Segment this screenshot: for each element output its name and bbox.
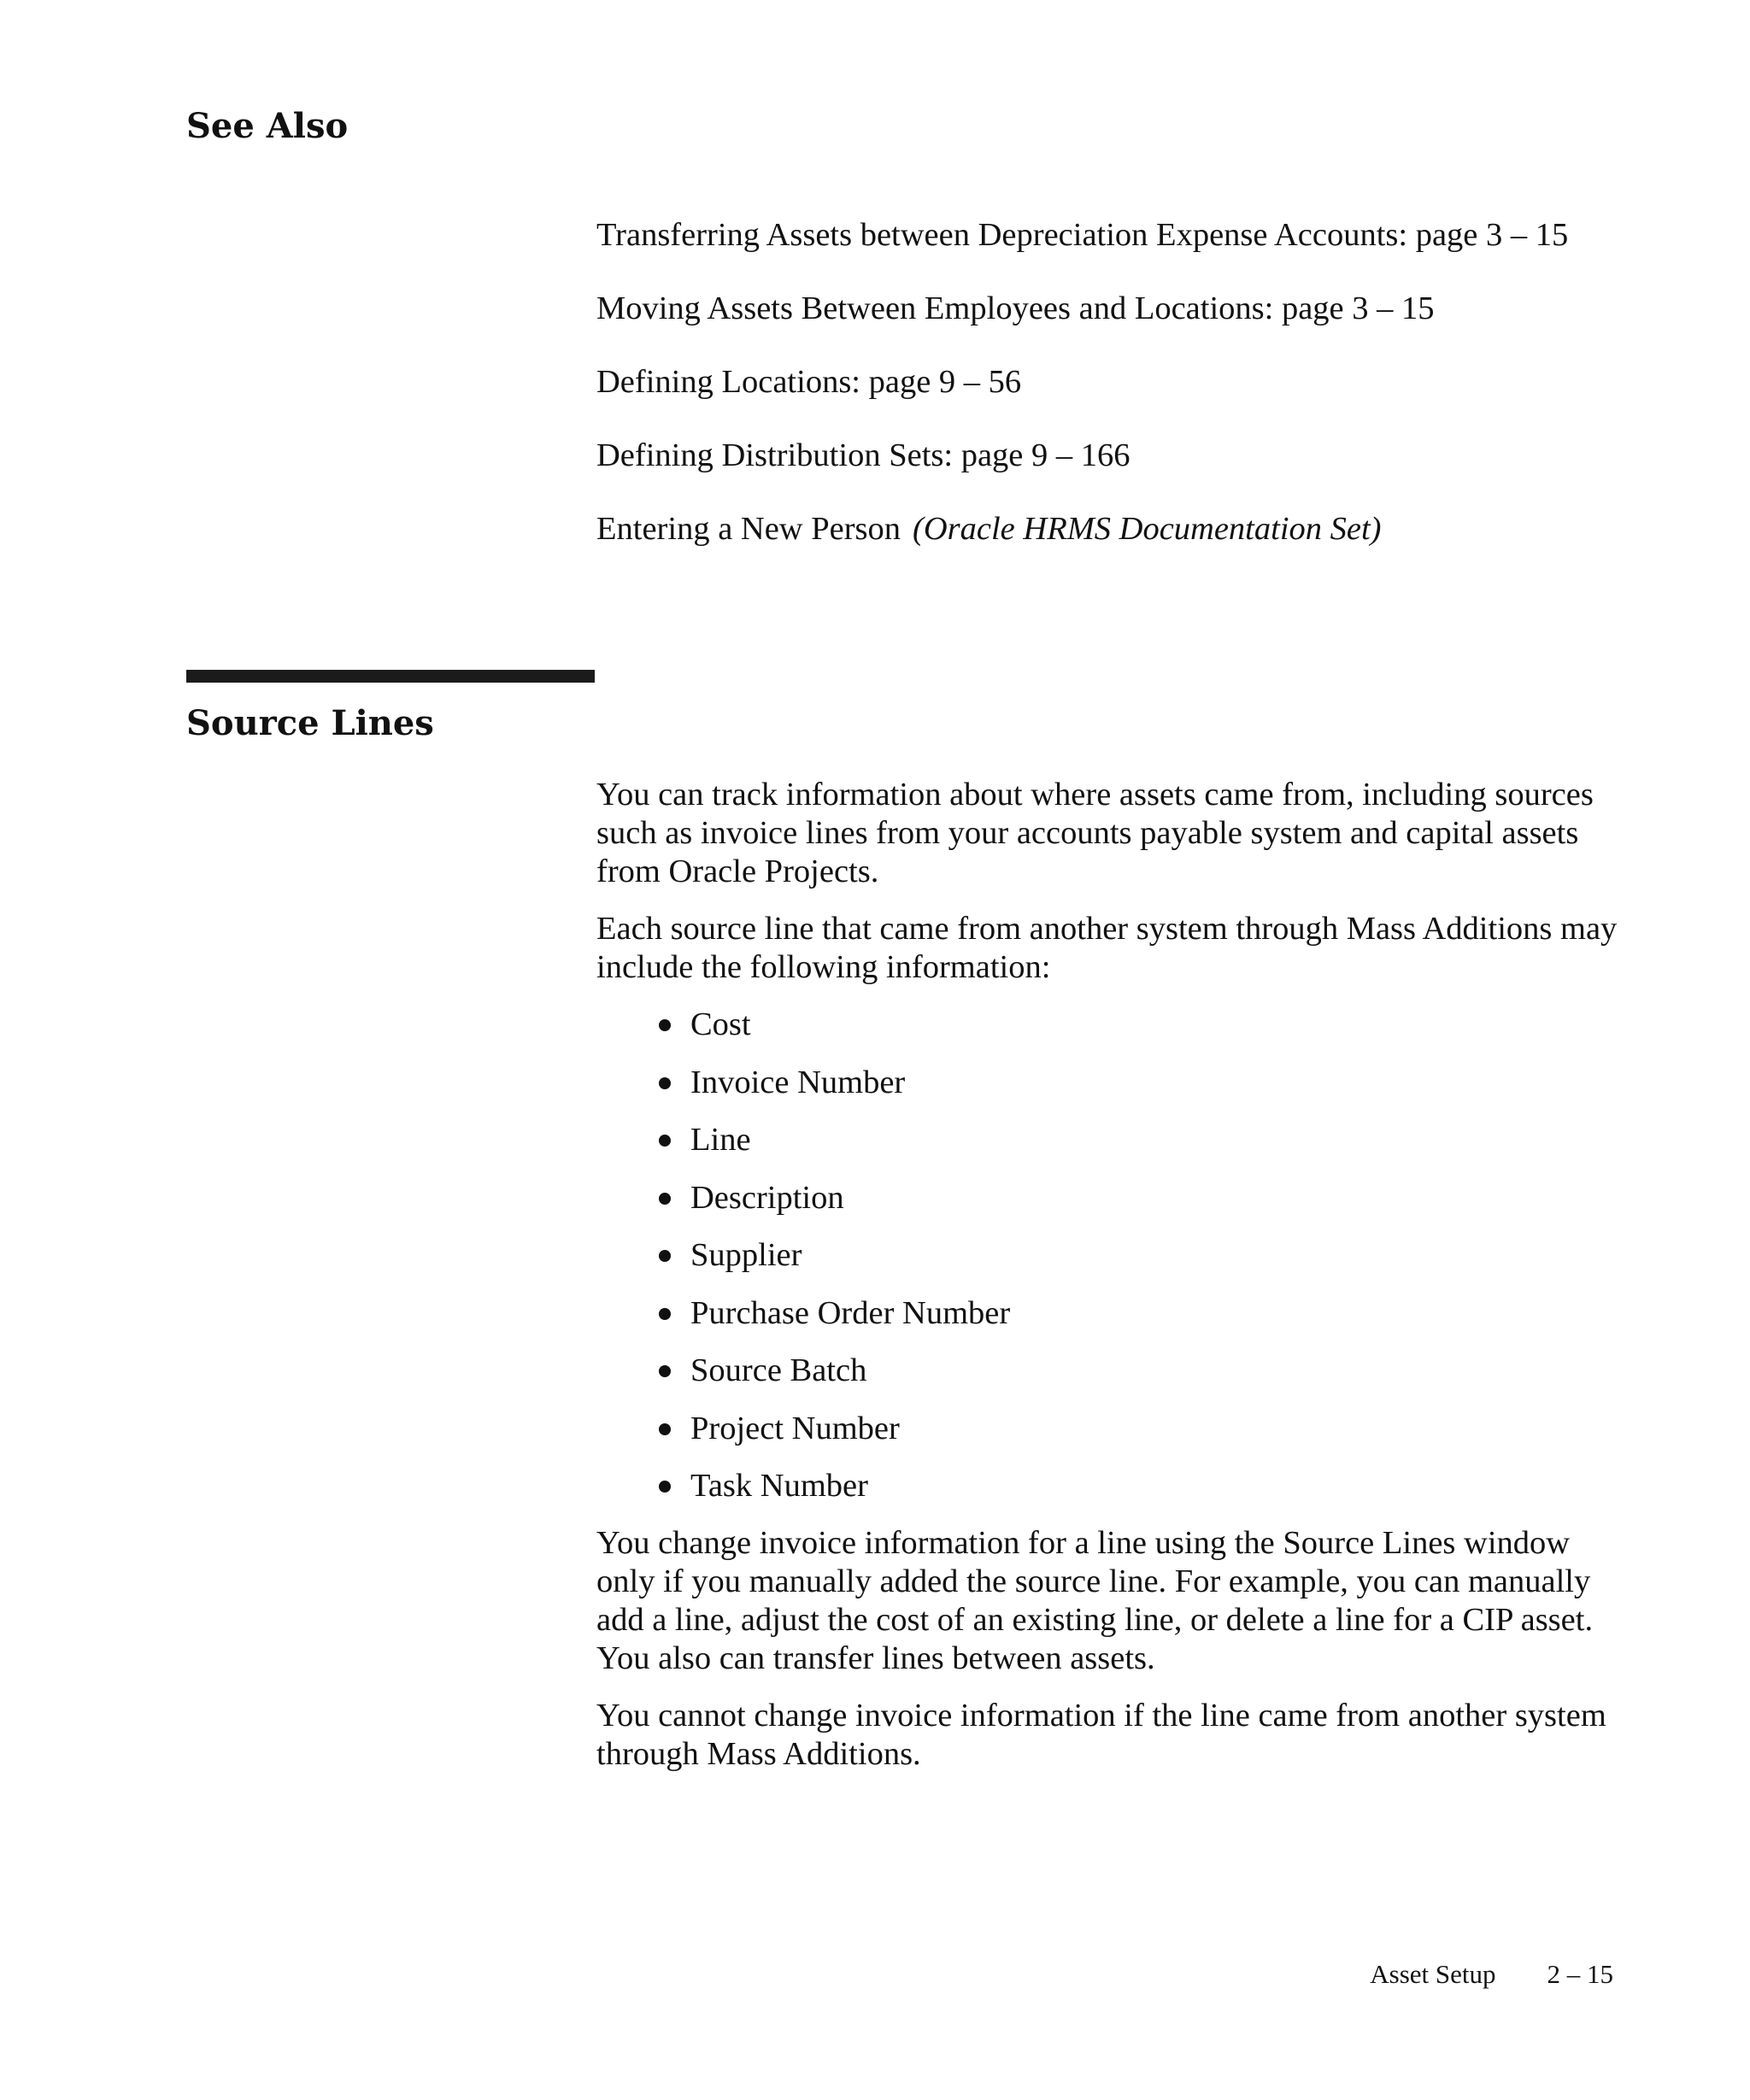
see-also-link[interactable] (596, 437, 1622, 475)
see-also-heading: See Also (186, 106, 349, 146)
bullet-icon (659, 1135, 671, 1147)
bullet-icon (659, 1308, 671, 1320)
source-lines-list-intro: Each source line that came from another system through Mass Additions may include the following information: (596, 911, 1618, 985)
list-item: Description (690, 1179, 1622, 1237)
bullet-icon (659, 1250, 671, 1262)
list-item: Line (690, 1121, 1622, 1179)
see-also-list (596, 216, 1622, 584)
source-lines-cannot-para: You cannot change invoice information if the line came from another system through Mass Additions. (596, 1698, 1606, 1772)
bullet-icon (659, 1077, 671, 1089)
list-item: Source Batch (690, 1352, 1622, 1410)
see-also-link-text[interactable]: Entering a New Person (596, 511, 901, 547)
list-item: Invoice Number (690, 1064, 1622, 1122)
see-also-link[interactable] (596, 510, 1622, 548)
see-also-link-text[interactable]: Moving Assets Between Employees and Locations: page 3 – 15 (596, 290, 1435, 326)
page-number: 2 – 15 (1547, 1959, 1613, 1989)
bullet-icon (659, 1019, 671, 1031)
list-item: Task Number (690, 1467, 1622, 1505)
see-also-link[interactable] (596, 290, 1622, 328)
source-lines-body (596, 776, 1622, 1792)
page-footer (1370, 1959, 1613, 1990)
section-divider (186, 670, 595, 683)
list-item: Supplier (690, 1236, 1622, 1294)
bullet-icon (659, 1193, 671, 1205)
bullet-icon (659, 1481, 671, 1493)
see-also-link-text[interactable]: Defining Locations: page 9 – 56 (596, 364, 1022, 400)
bullet-icon (659, 1423, 671, 1435)
source-lines-intro: You can track information about where assets came from, including sources such as invoice lines from your accounts payable system and capital assets from Oracle Projects. (596, 777, 1594, 889)
bullet-icon (659, 1365, 671, 1377)
see-also-link-text[interactable]: Defining Distribution Sets: page 9 – 166 (596, 437, 1130, 473)
source-lines-change-para: You change invoice information for a line using the Source Lines window only if you manually added the source line. For example, you can manually add a line, adjust the cost of an existing line, or delete a line for a CIP asset. You also can transfer lines between assets. (596, 1525, 1594, 1676)
footer-section-title: Asset Setup (1370, 1959, 1496, 1989)
see-also-link-text[interactable]: Transferring Assets between Depreciation Expense Accounts: page 3 – 15 (596, 217, 1569, 253)
list-item: Cost (690, 1006, 1622, 1064)
see-also-link-source: (Oracle HRMS Documentation Set) (913, 511, 1382, 547)
source-lines-heading: Source Lines (186, 703, 434, 743)
see-also-link[interactable] (596, 363, 1622, 402)
list-item: Purchase Order Number (690, 1294, 1622, 1352)
list-item: Project Number (690, 1410, 1622, 1468)
see-also-link[interactable] (596, 216, 1622, 255)
source-info-list (596, 1006, 1622, 1505)
